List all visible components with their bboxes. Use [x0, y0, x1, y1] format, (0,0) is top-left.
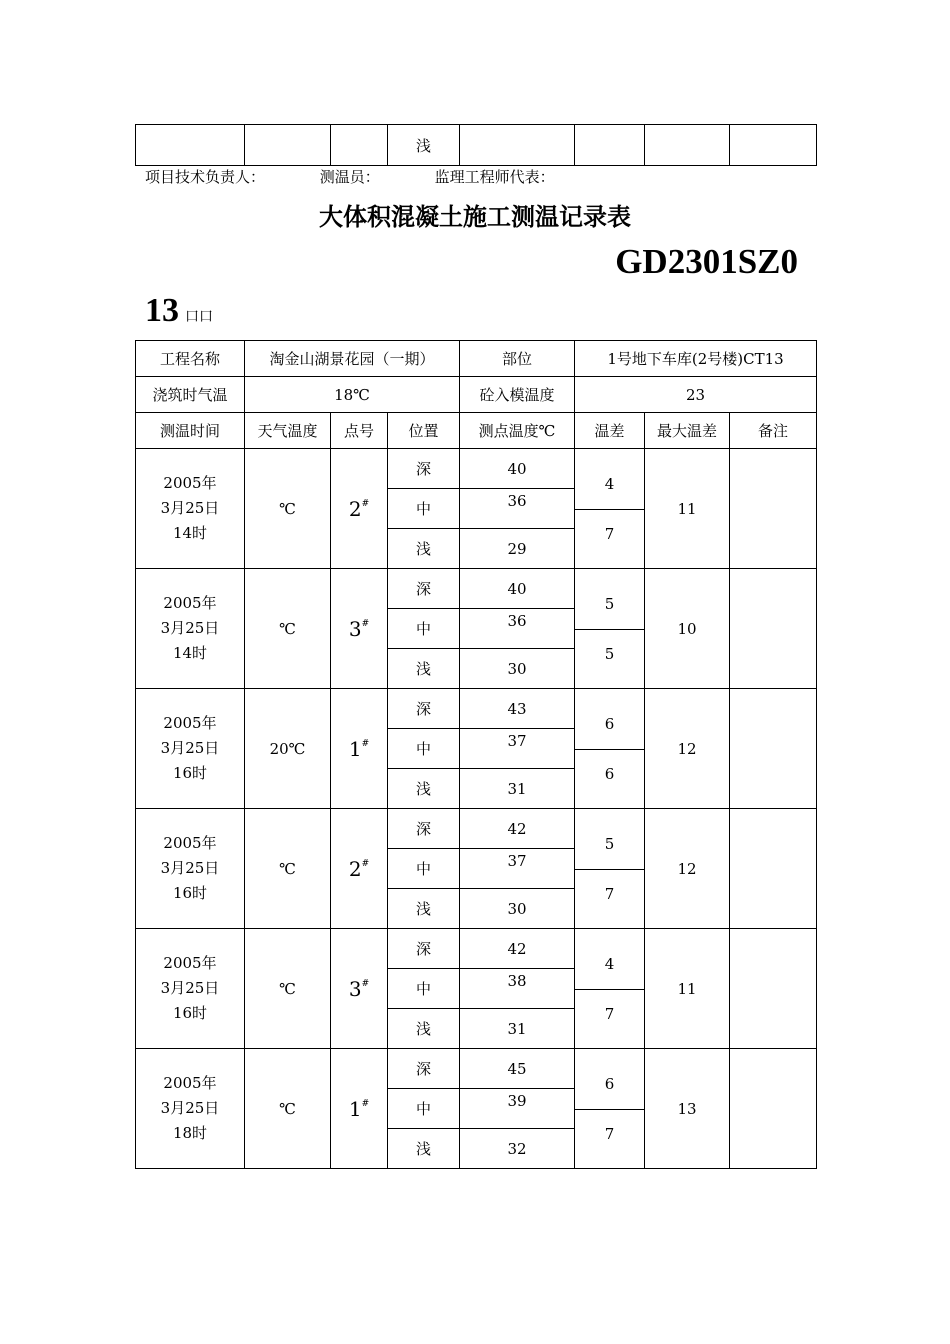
empty-cell — [730, 125, 817, 166]
measure-date: 3月25日 — [160, 979, 220, 997]
measure-hour: 16时 — [172, 764, 208, 782]
position-cell: 中 — [388, 1089, 460, 1129]
position-cell: 浅 — [388, 769, 460, 809]
position-cell: 中 — [388, 849, 460, 889]
table-row — [136, 809, 817, 849]
tech-lead-label: 项目技术负责人： — [145, 168, 266, 186]
measure-year: 2005年 — [163, 834, 217, 852]
temp-diff-upper: 5 — [604, 595, 615, 613]
weather-temp-cell: ℃ — [245, 929, 331, 1049]
pour-temp-label: 浇筑时气温 — [136, 377, 245, 413]
part-label: 部位 — [460, 341, 575, 377]
temp-diff-upper: 6 — [604, 1075, 615, 1093]
max-diff-cell: 11 — [645, 929, 730, 1049]
table-row — [136, 929, 817, 969]
column-header: 测点温度℃ — [460, 413, 575, 449]
max-diff-cell: 10 — [645, 569, 730, 689]
mold-temp-label: 砼入模温度 — [460, 377, 575, 413]
measure-year: 2005年 — [163, 714, 217, 732]
measure-time-cell — [136, 449, 245, 569]
position-cell: 深 — [388, 809, 460, 849]
diff-divider — [575, 629, 644, 630]
document-title: 大体积混凝土施工测温记录表 — [319, 203, 631, 231]
measure-date: 3月25日 — [160, 739, 220, 757]
signature-line — [145, 166, 605, 187]
temp-mid-value: 38 — [507, 971, 527, 990]
point-number-cell — [331, 449, 388, 569]
document-number-main: 13 — [145, 292, 179, 329]
note-cell — [730, 689, 817, 809]
position-cell: 浅 — [388, 1129, 460, 1169]
max-diff-cell: 13 — [645, 1049, 730, 1169]
document-number-suffix: 口口 — [185, 309, 213, 325]
note-cell — [730, 809, 817, 929]
temp-diff-lower: 7 — [604, 1005, 615, 1023]
point-number: 2 — [348, 496, 362, 521]
measure-hour: 18时 — [172, 1124, 208, 1142]
column-header: 位置 — [388, 413, 460, 449]
point-number-cell — [331, 569, 388, 689]
position-cell: 深 — [388, 929, 460, 969]
position-cell: 浅 — [388, 1009, 460, 1049]
empty-cell — [575, 125, 645, 166]
temp-shallow-cell: 30 — [460, 649, 575, 689]
measure-date: 3月25日 — [160, 619, 220, 637]
column-header: 测温时间 — [136, 413, 245, 449]
temp-shallow-cell: 31 — [460, 769, 575, 809]
column-header: 温差 — [575, 413, 645, 449]
measure-time-cell — [136, 929, 245, 1049]
measure-hour: 14时 — [172, 644, 208, 662]
temp-mid-value: 37 — [507, 851, 527, 870]
temp-deep-cell: 43 — [460, 689, 575, 729]
table-row — [136, 689, 817, 729]
temp-mid-cell — [460, 729, 575, 769]
temp-diff-lower: 7 — [604, 525, 615, 543]
point-number: 1 — [348, 736, 362, 761]
temp-mid-cell — [460, 489, 575, 529]
position-cell: 中 — [388, 969, 460, 1009]
measure-hour: 14时 — [172, 524, 208, 542]
document-code: GD2301SZ0 — [615, 242, 798, 281]
empty-cell — [136, 125, 245, 166]
temp-diff-lower: 5 — [604, 645, 615, 663]
temp-diff-cell — [575, 449, 645, 569]
point-number-cell — [331, 689, 388, 809]
point-number-cell — [331, 809, 388, 929]
part-value: 1号地下车库(2号楼)CT13 — [575, 341, 817, 377]
temp-shallow-cell: 31 — [460, 1009, 575, 1049]
temp-mid-cell — [460, 609, 575, 649]
table-row — [136, 1049, 817, 1089]
weather-temp-cell: ℃ — [245, 1049, 331, 1169]
temp-mid-value: 36 — [507, 611, 527, 630]
measure-time-cell — [136, 1049, 245, 1169]
temp-diff-lower: 7 — [604, 885, 615, 903]
point-number-mark: # — [361, 858, 370, 869]
point-number-cell — [331, 1049, 388, 1169]
pour-temp-value: 18℃ — [245, 377, 460, 413]
max-diff-cell: 12 — [645, 809, 730, 929]
mold-temp-value: 23 — [575, 377, 817, 413]
temp-diff-cell — [575, 929, 645, 1049]
position-cell: 中 — [388, 609, 460, 649]
measure-date: 3月25日 — [160, 1099, 220, 1117]
position-cell: 深 — [388, 1049, 460, 1089]
diff-divider — [575, 1109, 644, 1110]
column-header: 最大温差 — [645, 413, 730, 449]
note-cell — [730, 1049, 817, 1169]
measure-year: 2005年 — [163, 474, 217, 492]
temp-shallow-cell: 29 — [460, 529, 575, 569]
point-number: 1 — [348, 1096, 362, 1121]
note-cell — [730, 569, 817, 689]
empty-cell — [645, 125, 730, 166]
point-number-mark: # — [361, 978, 370, 989]
weather-temp-cell: ℃ — [245, 809, 331, 929]
temp-mid-cell — [460, 969, 575, 1009]
temp-diff-upper: 5 — [604, 835, 615, 853]
measure-year: 2005年 — [163, 594, 217, 612]
diff-divider — [575, 749, 644, 750]
temperature-record-table — [135, 340, 817, 1169]
measure-time-cell — [136, 689, 245, 809]
table-row — [136, 449, 817, 489]
diff-divider — [575, 869, 644, 870]
temp-diff-upper: 6 — [604, 715, 615, 733]
measure-date: 3月25日 — [160, 499, 220, 517]
measurer-label: 测温员： — [319, 168, 380, 186]
temp-mid-cell — [460, 849, 575, 889]
position-cell: 浅 — [388, 125, 460, 166]
pour-info-row — [136, 377, 817, 413]
project-info-row — [136, 341, 817, 377]
temp-diff-upper: 4 — [604, 955, 615, 973]
weather-temp-cell: ℃ — [245, 569, 331, 689]
column-header: 点号 — [331, 413, 388, 449]
position-cell: 深 — [388, 569, 460, 609]
temp-diff-lower: 7 — [604, 1125, 615, 1143]
temp-diff-cell — [575, 569, 645, 689]
position-cell: 中 — [388, 729, 460, 769]
column-header: 备注 — [730, 413, 817, 449]
measure-time-cell — [136, 809, 245, 929]
measure-date: 3月25日 — [160, 859, 220, 877]
temp-deep-cell: 40 — [460, 449, 575, 489]
temp-diff-upper: 4 — [604, 475, 615, 493]
measure-time-cell — [136, 569, 245, 689]
temp-shallow-cell: 32 — [460, 1129, 575, 1169]
temp-deep-cell: 42 — [460, 809, 575, 849]
temp-mid-value: 36 — [507, 491, 527, 510]
supervisor-label: 监理工程师代表： — [434, 168, 555, 186]
table-row — [136, 569, 817, 609]
point-number: 3 — [348, 616, 362, 641]
position-cell: 深 — [388, 689, 460, 729]
project-value: 淘金山湖景花园（一期） — [245, 341, 460, 377]
column-header-row — [136, 413, 817, 449]
point-number-mark: # — [361, 498, 370, 509]
max-diff-cell: 11 — [645, 449, 730, 569]
previous-page-row-table — [135, 124, 817, 166]
point-number-mark: # — [361, 738, 370, 749]
temp-deep-cell: 40 — [460, 569, 575, 609]
point-number-cell — [331, 929, 388, 1049]
position-cell: 浅 — [388, 889, 460, 929]
max-diff-cell: 12 — [645, 689, 730, 809]
point-number-mark: # — [361, 618, 370, 629]
temp-shallow-cell: 30 — [460, 889, 575, 929]
measure-hour: 16时 — [172, 884, 208, 902]
point-number-mark: # — [361, 1098, 370, 1109]
document-number — [145, 292, 213, 330]
point-number: 3 — [348, 976, 362, 1001]
weather-temp-cell: ℃ — [245, 449, 331, 569]
measure-year: 2005年 — [163, 1074, 217, 1092]
temp-mid-value: 39 — [507, 1091, 527, 1110]
position-cell: 浅 — [388, 649, 460, 689]
position-cell: 深 — [388, 449, 460, 489]
measure-year: 2005年 — [163, 954, 217, 972]
weather-temp-cell: 20℃ — [245, 689, 331, 809]
temp-mid-cell — [460, 1089, 575, 1129]
project-label: 工程名称 — [136, 341, 245, 377]
temp-deep-cell: 45 — [460, 1049, 575, 1089]
diff-divider — [575, 989, 644, 990]
temp-diff-cell — [575, 1049, 645, 1169]
temp-deep-cell: 42 — [460, 929, 575, 969]
empty-cell — [460, 125, 575, 166]
column-header: 天气温度 — [245, 413, 331, 449]
position-cell: 中 — [388, 489, 460, 529]
diff-divider — [575, 509, 644, 510]
note-cell — [730, 929, 817, 1049]
note-cell — [730, 449, 817, 569]
previous-page-row — [136, 125, 817, 166]
temp-diff-cell — [575, 809, 645, 929]
empty-cell — [331, 125, 388, 166]
temp-mid-value: 37 — [507, 731, 527, 750]
temp-diff-lower: 6 — [604, 765, 615, 783]
position-cell: 浅 — [388, 529, 460, 569]
measure-hour: 16时 — [172, 1004, 208, 1022]
empty-cell — [245, 125, 331, 166]
temp-diff-cell — [575, 689, 645, 809]
point-number: 2 — [348, 856, 362, 881]
